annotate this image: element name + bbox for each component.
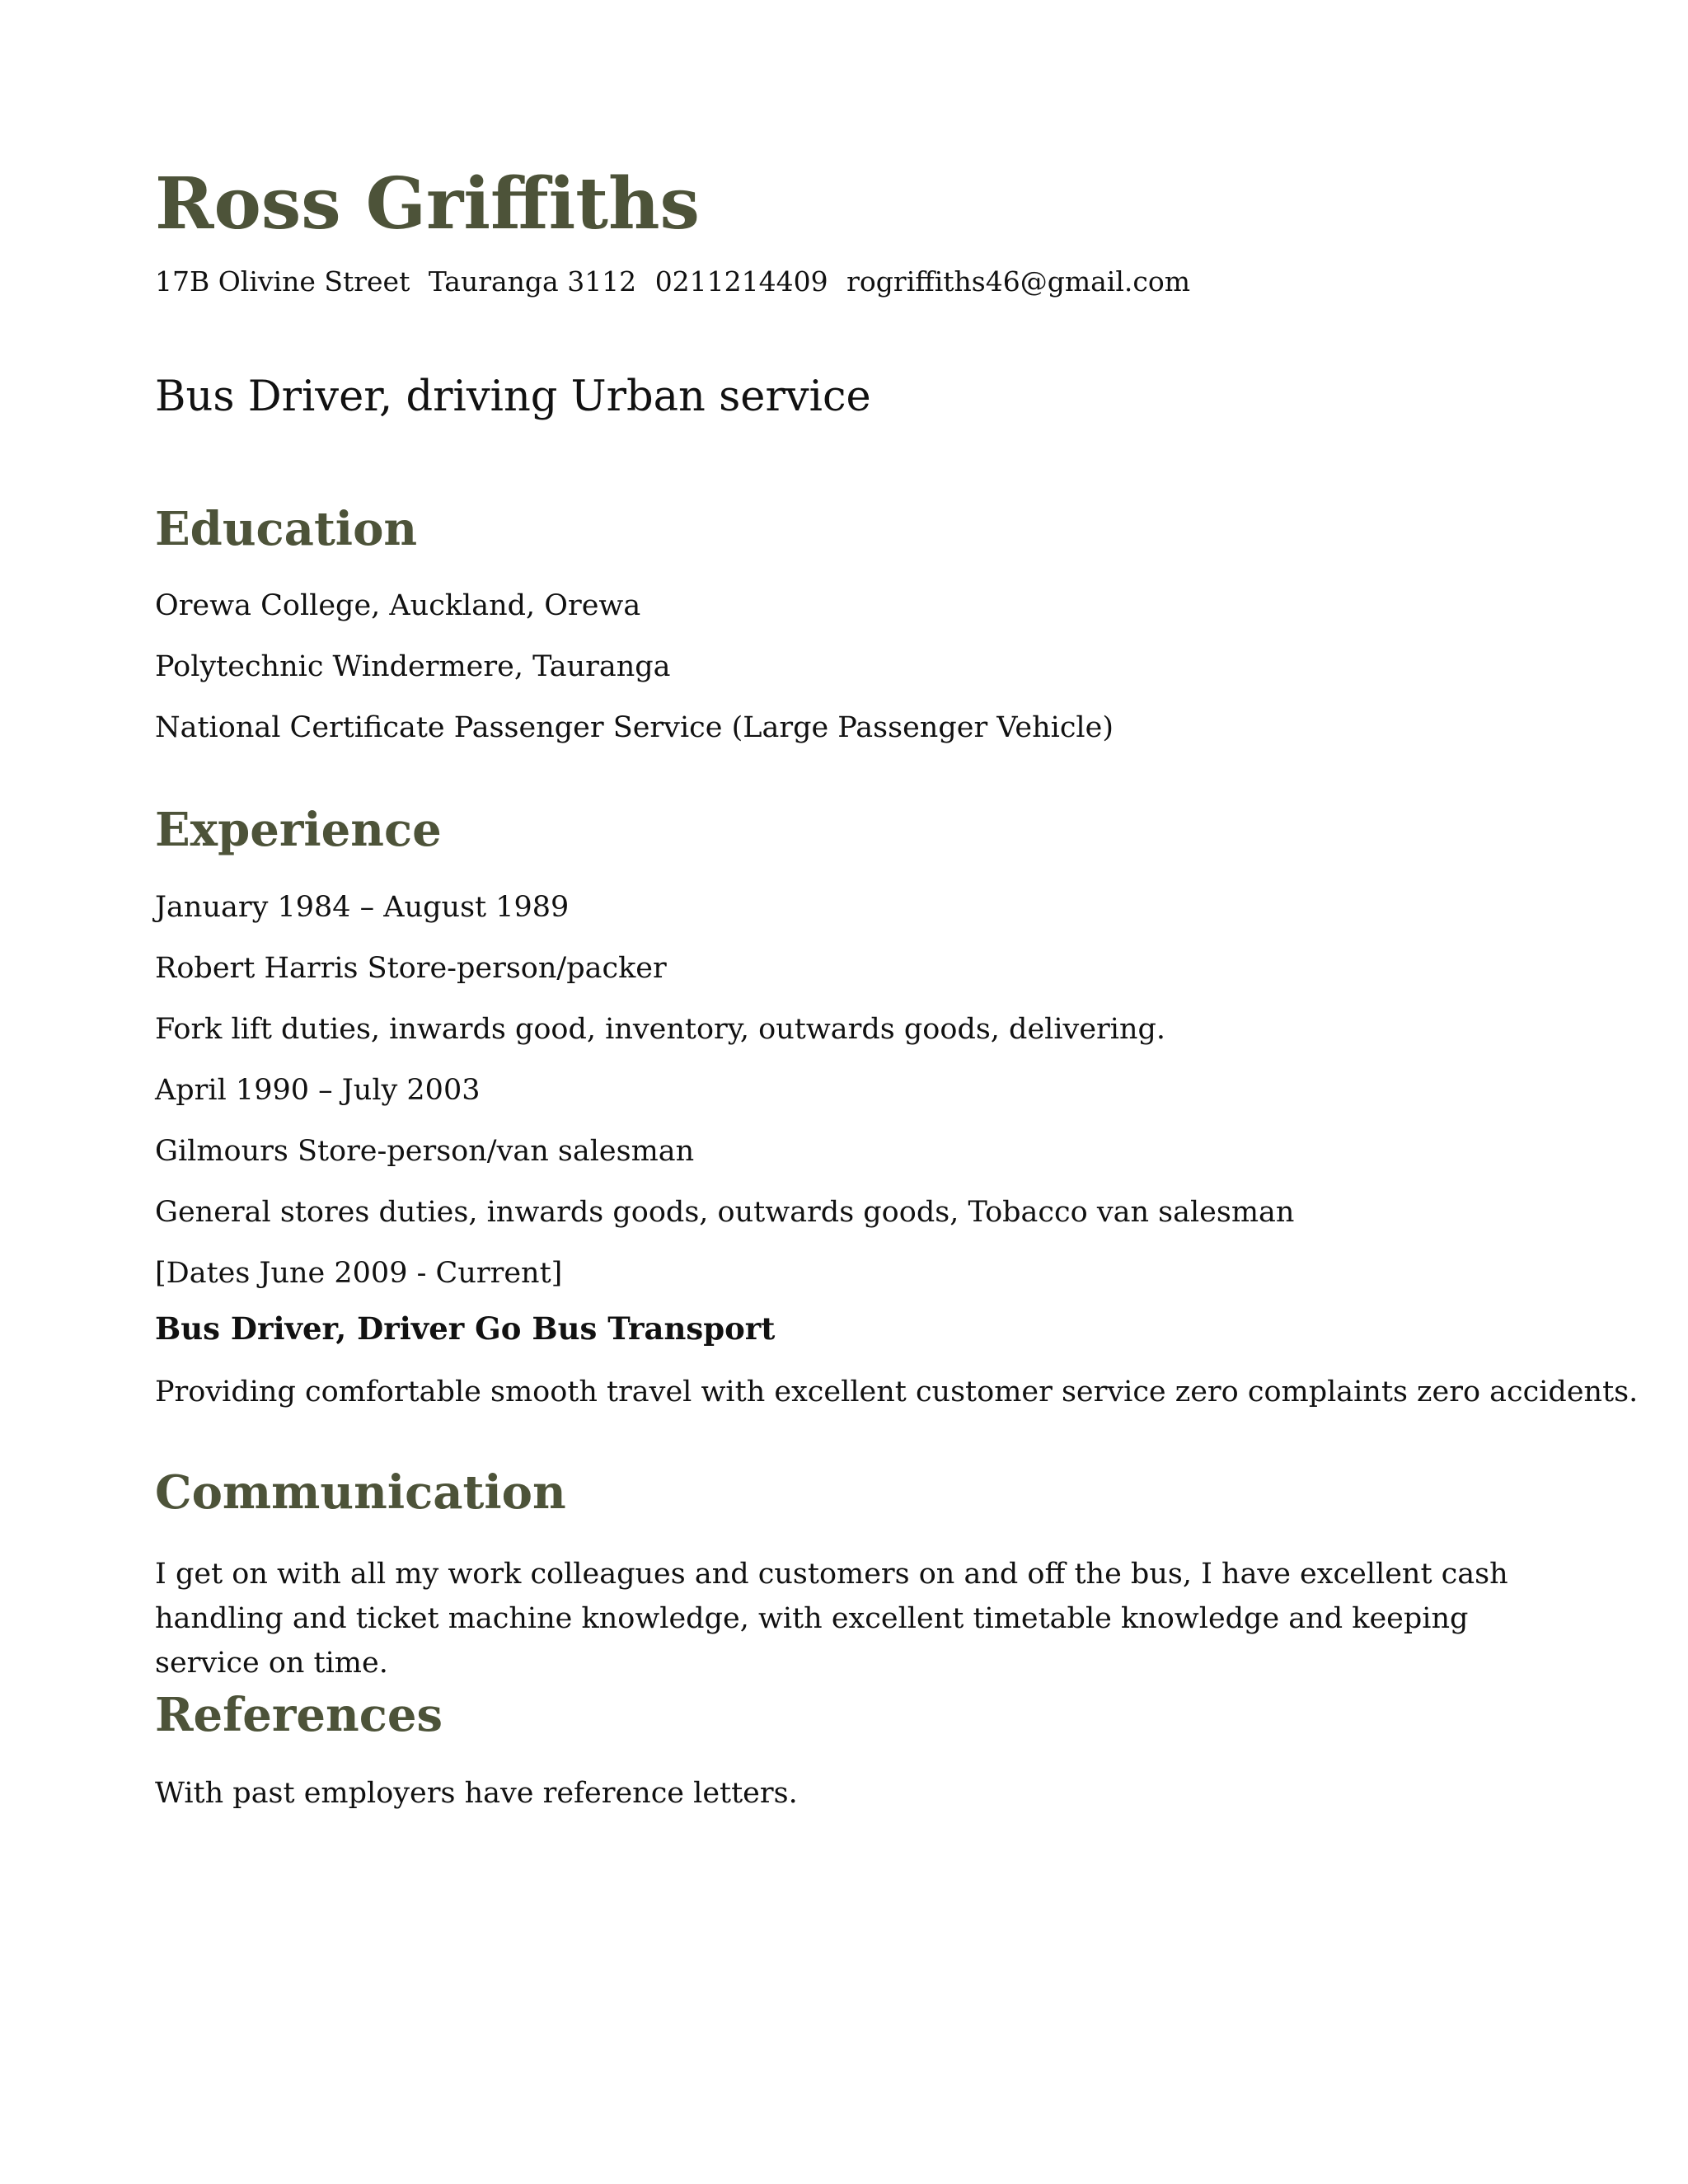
references-heading: References xyxy=(155,1688,443,1742)
job-dates: April 1990 – July 2003 xyxy=(155,1074,481,1107)
person-name: Ross Griffiths xyxy=(155,162,700,246)
job-title: Bus Driver, Driver Go Bus Transport xyxy=(155,1310,776,1347)
education-item: Polytechnic Windermere, Tauranga xyxy=(155,650,671,683)
communication-heading: Communication xyxy=(155,1465,566,1520)
job-description: General stores duties, inwards goods, outwards goods, Tobacco van salesman xyxy=(155,1196,1295,1229)
communication-text: I get on with all my work colleagues and customers on and off the bus, I have excellent cash handling and ticket machine knowledge, with excellent timetable knowledge and keeping service on time. xyxy=(155,1558,1508,1680)
education-item: National Certificate Passenger Service (Large Passenger Vehicle) xyxy=(155,711,1114,744)
references-text: With past employers have reference letters. xyxy=(155,1777,798,1810)
objective-title: Bus Driver, driving Urban service xyxy=(155,373,871,421)
contact-phone: 0211214409 xyxy=(654,265,828,298)
education-item: Orewa College, Auckland, Orewa xyxy=(155,589,641,622)
job-title: Gilmours Store-person/van salesman xyxy=(155,1135,695,1168)
job-dates: January 1984 – August 1989 xyxy=(155,891,570,924)
contact-email: rogriffiths46@gmail.com xyxy=(846,265,1191,298)
contact-line xyxy=(155,265,1200,298)
contact-city: Tauranga 3112 xyxy=(428,265,637,298)
job-title: Robert Harris Store-person/packer xyxy=(155,952,667,985)
job-dates: [Dates June 2009 - Current] xyxy=(155,1257,563,1290)
education-heading: Education xyxy=(155,502,418,556)
job-description: Fork lift duties, inwards good, inventory, outwards goods, delivering. xyxy=(155,1013,1166,1046)
job-description: Providing comfortable smooth travel with excellent customer service zero complaints zero accidents. xyxy=(155,1376,1639,1408)
contact-street: 17B Olivine Street xyxy=(155,265,410,298)
experience-heading: Experience xyxy=(155,803,442,857)
